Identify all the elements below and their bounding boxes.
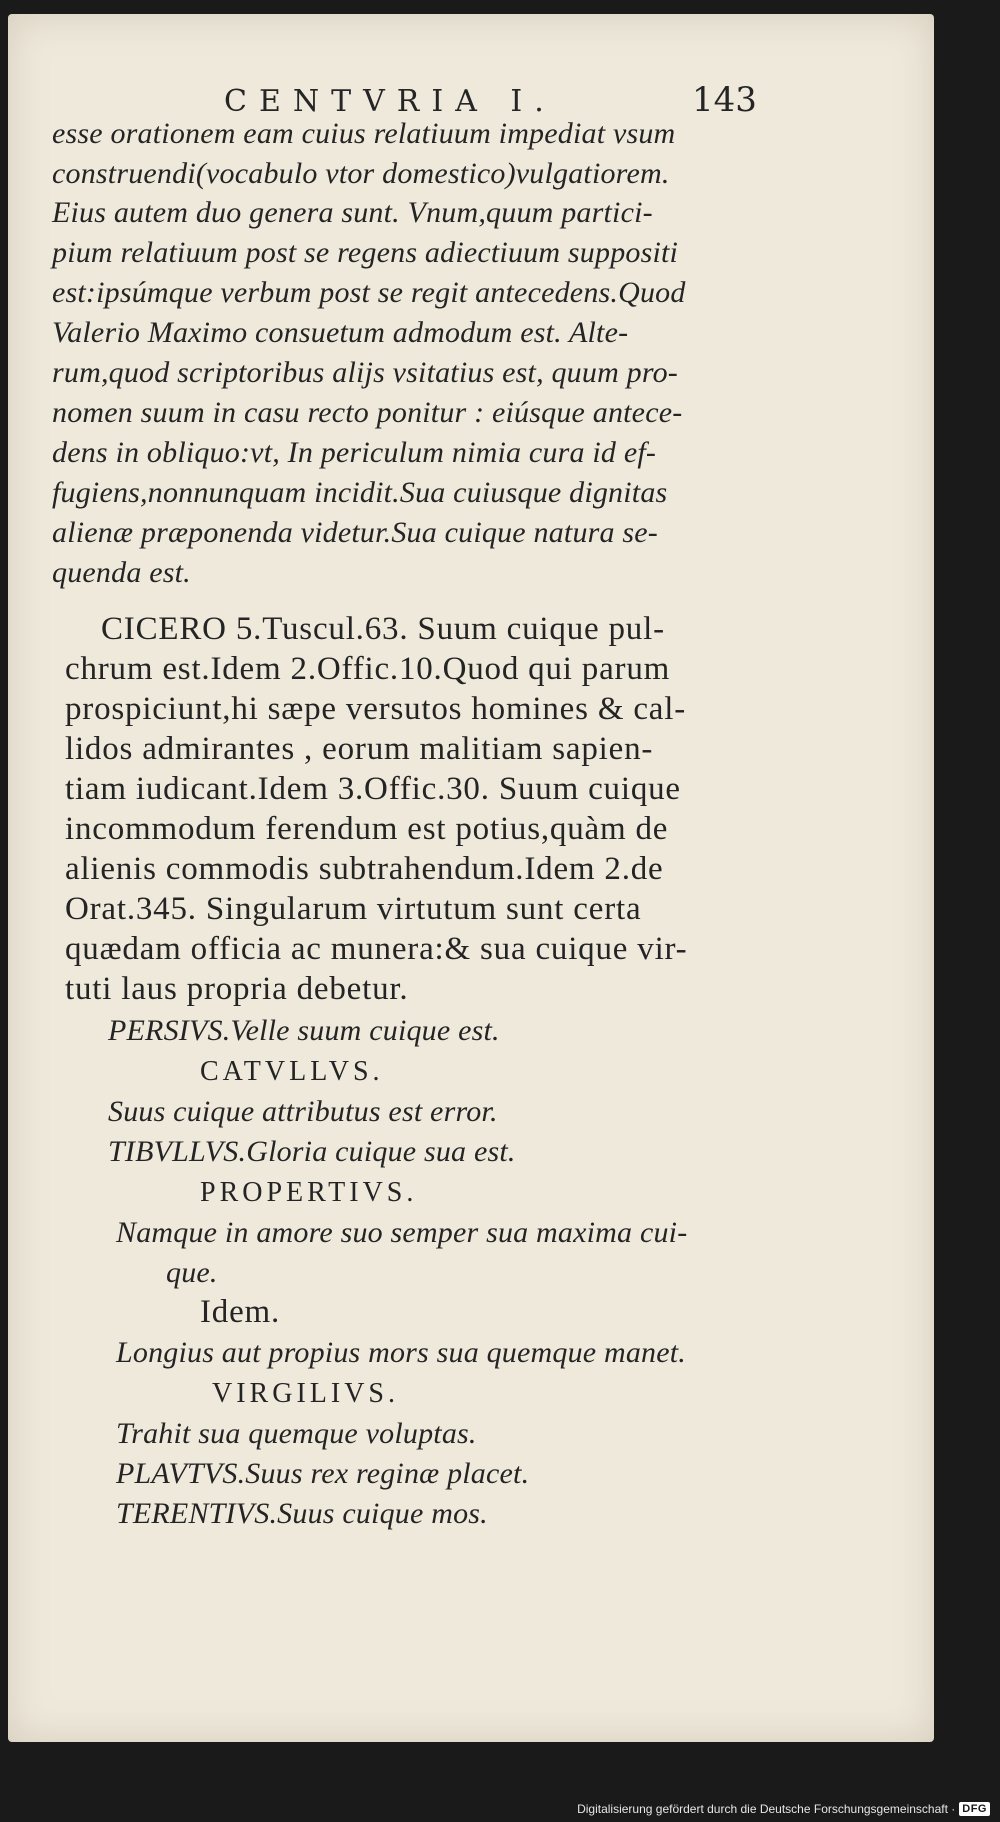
heading-virgilius: VIRGILIVS.	[212, 1378, 399, 1409]
text-line-13: CICERO 5.Tuscul.63. Suum cuique pul-	[101, 611, 665, 647]
text-line-17: tiam iudicant.Idem 3.Offic.30. Suum cuique	[65, 771, 681, 807]
text-line-21: quædam officia ac munera:& sua cuique vir-	[65, 931, 688, 967]
page-number: 143	[692, 80, 757, 120]
footer-credit-text: Digitalisierung gefördert durch die Deutsche Forschungsgemeinschaft ·	[577, 1802, 956, 1816]
text-line-12: quenda est.	[52, 556, 191, 589]
quote-idem: Longius aut propius mors sua quemque manet.	[116, 1336, 687, 1369]
text-line-18: incommodum ferendum est potius,quàm de	[65, 811, 669, 847]
quote-tibullus: TIBVLLVS.Gloria cuique sua est.	[108, 1135, 516, 1168]
text-line-20: Orat.345. Singularum virtutum sunt certa	[65, 891, 642, 927]
text-line-6: Valerio Maximo consuetum admodum est. Alte-	[52, 316, 629, 349]
text-line-4: pium relatiuum post se regens adiectiuum suppositi	[52, 236, 679, 269]
text-line-5: est:ipsúmque verbum post se regit antecedens.Quod	[52, 276, 686, 309]
text-line-10: fugiens,nonnunquam incidit.Sua cuiusque dignitas	[52, 476, 668, 509]
text-line-1: esse orationem eam cuius relatiuum impediat vsum	[52, 117, 676, 150]
book-page	[8, 14, 934, 1742]
quote-propertius-1: Namque in amore suo semper sua maxima cui-	[116, 1216, 688, 1249]
quote-persius: PERSIVS.Velle suum cuique est.	[108, 1014, 500, 1047]
text-line-14: chrum est.Idem 2.Offic.10.Quod qui parum	[65, 651, 671, 687]
text-line-19: alienis commodis subtrahendum.Idem 2.de	[65, 851, 664, 887]
text-line-8: nomen suum in casu recto ponitur : eiúsque antece-	[52, 396, 683, 429]
heading-idem: Idem.	[200, 1294, 281, 1330]
quote-plautus: PLAVTVS.Suus rex reginæ placet.	[116, 1457, 530, 1490]
text-line-15: prospiciunt,hi sæpe versutos homines & cal-	[65, 691, 686, 727]
text-line-16: lidos admirantes , eorum malitiam sapien-	[65, 731, 654, 767]
quote-virgilius: Trahit sua quemque voluptas.	[116, 1417, 477, 1450]
dfg-logo-icon: DFG	[959, 1802, 990, 1816]
text-line-7: rum,quod scriptoribus alijs vsitatius est, quum pro-	[52, 356, 678, 389]
quote-propertius-2: que.	[166, 1256, 218, 1289]
heading-propertius: PROPERTIVS.	[200, 1177, 418, 1208]
heading-catullus: CATVLLVS.	[200, 1056, 384, 1087]
text-line-9: dens in obliquo:vt, In periculum nimia cura id ef-	[52, 436, 657, 469]
quote-terentius: TERENTIVS.Suus cuique mos.	[116, 1497, 488, 1530]
text-line-3: Eius autem duo genera sunt. Vnum,quum partici-	[52, 196, 653, 229]
text-line-11: alienæ præponenda videtur.Sua cuique natura se-	[52, 516, 659, 549]
quote-catullus: Suus cuique attributus est error.	[108, 1095, 498, 1128]
digitization-credit	[577, 1802, 990, 1816]
text-line-2: construendi(vocabulo vtor domestico)vulgatiorem.	[52, 157, 670, 190]
text-line-22: tuti laus propria debetur.	[65, 971, 409, 1007]
running-title: CENTVRIA I.	[224, 84, 556, 119]
